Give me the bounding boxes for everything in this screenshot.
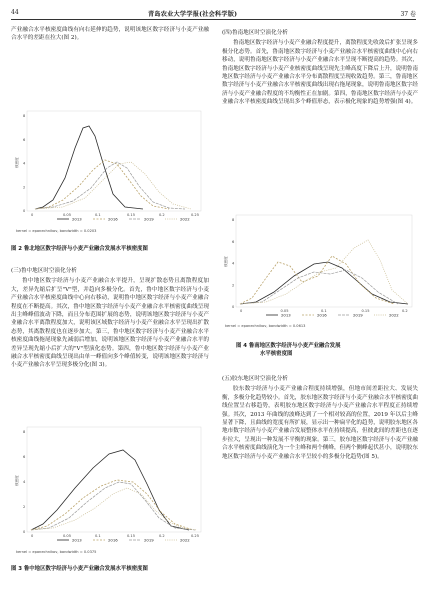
figure-2-caption: 图 2 鲁北地区数字经济与小麦产业融合发展水平核密度图: [11, 246, 148, 252]
section-3-heading: (三)鲁中地区时空演化分析: [11, 268, 77, 274]
page-number: 44: [11, 9, 19, 16]
fig3-ytick: 6: [23, 455, 26, 459]
fig2-ytick: 6: [23, 137, 26, 142]
fig2-xtick: 0: [31, 213, 34, 217]
fig3-xtick: 0: [31, 534, 34, 538]
fig3-xtick: 0.25: [191, 534, 200, 538]
fig3-ytick: 2: [23, 505, 26, 509]
fig3-ylabel: 核密度: [15, 475, 19, 486]
fig4-ytick: 4: [232, 261, 235, 266]
fig3-ytick: 0: [23, 530, 26, 534]
fig4-legend: [266, 313, 399, 318]
fig2-legend-2022: 2022: [180, 216, 190, 222]
header-rule: [11, 19, 416, 20]
fig4-xtick: 0.05: [280, 309, 289, 313]
fig4-ytick: 0: [232, 305, 235, 309]
figure-4: [222, 212, 418, 332]
fig2-ytick: 4: [23, 161, 26, 166]
fig2-ytick: 0: [23, 209, 26, 213]
fig2-xtick: 0.1: [95, 213, 101, 217]
figure-2: [13, 108, 207, 238]
fig4-ytick: 8: [232, 218, 235, 222]
fig4-kernel-note: kernel = epanechnikov, bandwidth = 0.0613: [225, 324, 306, 328]
figure-4-caption-line1: 图 4 鲁南地区数字经济与小麦产业融合发展: [236, 343, 341, 349]
fig2-legend-2019: 2019: [144, 216, 154, 222]
section-3-paragraph: 鲁中地区数字经济与小麦产业融合水平提升，呈现扩散态势且离散程度加大，差异先缩后扩呈"V"型，并趋向多极分化。首先，鲁中地区数字经济与小麦产业融合水平核密度曲线中心向右移动，说明鲁中地区数字经济与小麦产业融合程度在不断提高。其次，鲁中地区数字经济与小麦产业融合水平核密度曲线呈现出主峰峰值波动下降，而且分布范围扩展的态势，说明该地区数字经济与小麦产业融合水平离散程度加大，说明该区域数字经济与小麦产业融合水平呈现出扩散态势，其离散程度也在逐步加大。第三，鲁中地区数字经济与小麦产业融合水平核密度曲线拖尾现象先减弱后增加，说明该地区数字经济与小麦产业融合水平的差异呈现先缩小后扩大的"V"型演化态势。第四，鲁中地区数字经济与小麦产业融合水平核密度曲线呈现出由单一峰值向多个峰值转变，说明该地区数字经济与小麦产业融合水平呈现多极分化(图 3)。: [11, 278, 209, 369]
intro-paragraph: 产业融合水平核密度曲线有向右延伸的趋势，说明该地区数字经济与小麦产业融合水平的差距在拉大(图 2)。: [11, 27, 209, 42]
fig3-legend-2013: 2013: [72, 537, 82, 543]
fig3-legend-2019: 2019: [144, 537, 154, 543]
fig4-xtick: 0.15: [361, 309, 370, 313]
fig2-ylabel: 核密度: [15, 157, 19, 168]
right-top: [222, 26, 418, 107]
fig3-xtick: 0.05: [63, 534, 72, 538]
fig3-xtick: 0.1: [95, 534, 101, 538]
fig4-xtick: 0: [240, 309, 243, 313]
fig3-kernel-note: kernel = epanechnikov, bandwidth = 0.0375: [16, 550, 97, 554]
section-4-heading: (四)鲁南地区时空演化分析: [222, 30, 288, 36]
figure-2-chart: [13, 108, 207, 238]
fig2-ytick: 2: [23, 185, 26, 190]
fig4-xtick: 0.2: [402, 309, 408, 313]
section-4-paragraph: 鲁南地区数字经济与小麦产业融合程度提升，离散程度先收敛后扩张呈现多极分化态势。首先，鲁南地区数字经济与小麦产业融合水平核密度曲线中心向右移动，说明鲁南地区数字经济与小麦产业融合水平呈现不断提高的趋势。其次，鲁南地区数字经济与小麦产业核密度曲线呈现先主峰高度下降后上升，说明鲁南地区数字经济与小麦产业融合水平分布离散程度呈现收敛趋势。第三，鲁南地区数字经济与小麦产业融合水平核密度曲线出现右拖尾现象，说明鲁南地区数字经济与小麦产业融合程度的不均衡性正在加剧。第四，鲁南地区数字经济与小麦产业融合水平核密度曲线呈现出多个峰值形态，表示极化现象的趋势增强(图 4)。: [222, 40, 418, 106]
left-intro: [11, 26, 209, 43]
fig2-xtick: 0.25: [191, 213, 200, 217]
fig2-ytick: 8: [23, 114, 26, 118]
fig3-ytick: 4: [23, 480, 26, 484]
volume-label: 37 卷: [400, 11, 416, 18]
fig4-legend-2013: 2013: [281, 312, 291, 318]
fig4-ytick: 2: [232, 283, 235, 288]
fig2-legend-2013: 2013: [72, 216, 82, 222]
fig4-legend-2022: 2022: [389, 312, 399, 318]
fig3-xtick: 0.2: [159, 534, 165, 538]
journal-title: 青岛农业大学学报(社会科学版): [148, 11, 238, 18]
fig4-legend-2019: 2019: [353, 312, 363, 318]
figure-3: [13, 424, 207, 559]
fig3-ytick: 8: [23, 430, 26, 434]
fig3-legend: [57, 538, 190, 543]
fig4-xtick: 0.1: [321, 309, 327, 313]
fig4-ylabel: 核密度: [224, 256, 228, 267]
left-section-3: [11, 264, 209, 370]
fig2-xtick: 0.2: [159, 213, 165, 217]
figure-3-chart: [13, 424, 207, 559]
fig2-xtick: 0.05: [63, 213, 72, 217]
fig2-legend: [57, 217, 190, 222]
fig2-xtick: 0.15: [127, 213, 136, 217]
section-5-paragraph: 胶东数字经济与小麦产业融合程度持续增强，但地市间差距拉大、发展失衡，多极分化趋势较小。首先，胶东地区数字经济与小麦产业融合水平核密度曲线位置呈右移趋势，表明胶东地区数字经济与小麦产业融合水平程度正持续增强。其次，2013 年曲线的波峰达到了一个相对较高的位置，2019 年以后主峰显著下降，且曲线的宽度有所扩展，显示出一种扁平化的趋势，说明胶东地区各地市数字经济与小麦产业融合发展整体水平在持续提高，但彼此间的差距也在逐步拉大，呈现出一种发展不平衡的现象。第三，胶东地区数字经济与小麦产业融合水平核密度曲线演化为一个主峰和两个侧峰，但两个侧峰起伏甚小，说明胶东地区数字经济与小麦产业融合水平呈较小的多极分化趋势(图 5)。: [222, 386, 418, 460]
figure-4-caption: [236, 343, 416, 358]
fig3-legend-2022: 2022: [180, 537, 190, 543]
fig2-kernel-note: kernel = epanechnikov, bandwidth = 0.0203: [16, 229, 97, 233]
figure-4-caption-line2: 水平核密度图: [260, 350, 293, 357]
fig4-legend-2016: 2016: [317, 312, 327, 318]
right-section-5: [222, 372, 418, 461]
fig3-xtick: 0.15: [127, 534, 136, 538]
fig3-legend-2016: 2016: [108, 537, 118, 543]
fig4-ytick: 6: [232, 239, 235, 244]
fig2-legend-2016: 2016: [108, 216, 118, 222]
figure-3-caption: 图 3 鲁中地区数字经济与小麦产业融合发展水平核密度图: [11, 566, 148, 572]
figure-4-chart: [222, 212, 418, 332]
section-5-heading: (五)胶东地区时空演化分析: [222, 376, 288, 382]
